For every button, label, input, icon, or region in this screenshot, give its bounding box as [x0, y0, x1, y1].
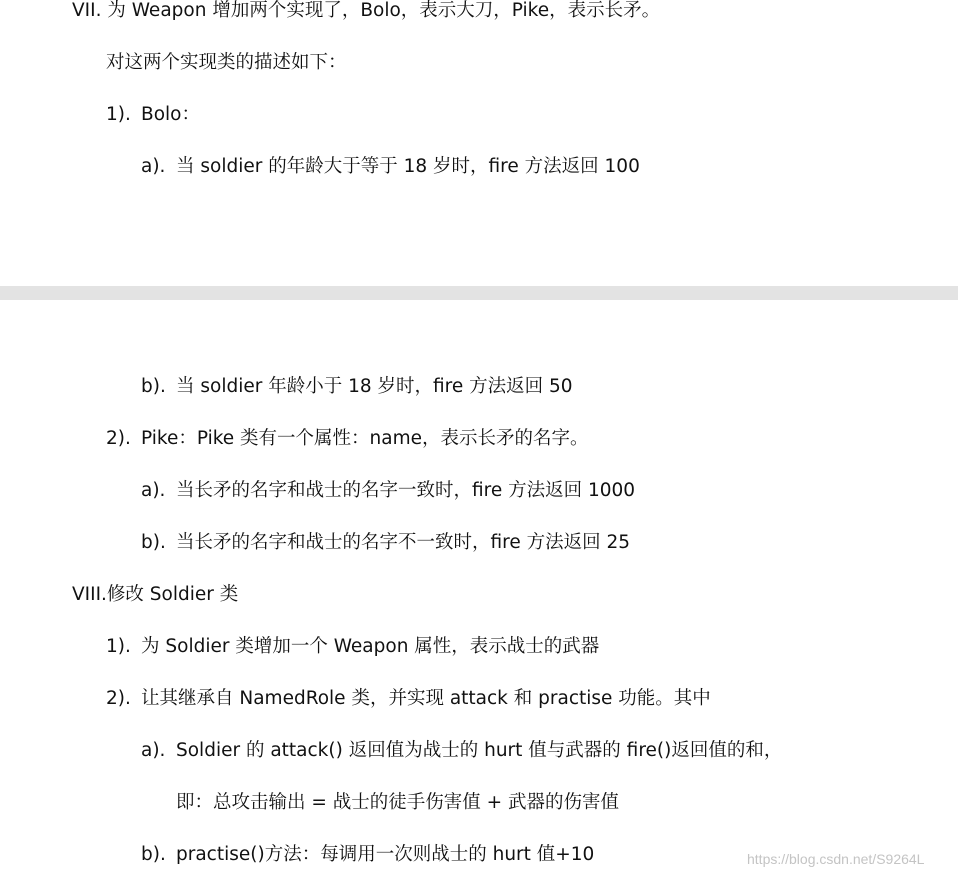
list-item-2	[106, 427, 589, 451]
section-7-title: 为 Weapon 增加两个实现了，Bolo，表示大刀，Pike，表示长矛。	[107, 0, 661, 21]
list-item-1a-marker: a).	[141, 156, 166, 177]
list-item-1-text: Bolo：	[141, 104, 200, 125]
section-8-item-2-text: 让其继承自 NamedRole 类，并实现 attack 和 practise 功能。其中	[141, 688, 711, 709]
section-7-marker: VII.	[72, 0, 102, 21]
section-8-item-2b	[141, 843, 594, 867]
page-break	[0, 286, 958, 300]
section-8-item-2a-marker: a).	[141, 740, 166, 761]
watermark: https://blog.csdn.net/S9264L	[747, 851, 925, 867]
list-item-1b-marker: b).	[141, 376, 166, 397]
list-item-1a	[141, 155, 640, 179]
list-item-2-text: Pike：Pike 类有一个属性：name，表示长矛的名字。	[141, 428, 589, 449]
list-item-1a-text: 当 soldier 的年龄大于等于 18 岁时，fire 方法返回 100	[176, 156, 640, 177]
section-8-item-1-text: 为 Soldier 类增加一个 Weapon 属性，表示战士的武器	[141, 636, 600, 657]
list-item-1b	[141, 375, 573, 399]
list-item-1b-text: 当 soldier 年龄小于 18 岁时，fire 方法返回 50	[176, 376, 573, 397]
list-item-2a	[141, 479, 635, 503]
section-8-item-2-marker: 2).	[106, 688, 131, 709]
section-7-heading	[72, 0, 660, 23]
section-8-marker: VIII.	[72, 584, 107, 605]
section-8-item-2	[106, 687, 711, 711]
section-7-intro: 对这两个实现类的描述如下：	[106, 52, 347, 73]
list-item-2b-marker: b).	[141, 532, 166, 553]
section-8-heading	[72, 583, 238, 607]
section-8-item-2b-marker: b).	[141, 844, 166, 865]
section-8-item-2a-text: Soldier 的 attack() 返回值为战士的 hurt 值与武器的 fire()返回值的和，	[176, 740, 783, 761]
section-8-item-1	[106, 635, 599, 659]
list-item-2b-text: 当长矛的名字和战士的名字不一致时，fire 方法返回 25	[176, 532, 631, 553]
section-8-item-1-marker: 1).	[106, 636, 131, 657]
list-item-2b	[141, 531, 630, 555]
section-8-item-2a	[141, 739, 782, 763]
list-item-1	[106, 103, 200, 127]
section-8-title: 修改 Soldier 类	[106, 584, 239, 605]
list-item-2a-marker: a).	[141, 480, 166, 501]
list-item-2-marker: 2).	[106, 428, 131, 449]
section-8-item-2a-continuation: 即：总攻击输出 = 战士的徒手伤害值 + 武器的伤害值	[176, 792, 620, 813]
list-item-2a-text: 当长矛的名字和战士的名字一致时，fire 方法返回 1000	[176, 480, 636, 501]
list-item-1-marker: 1).	[106, 104, 131, 125]
section-8-item-2b-text: practise()方法：每调用一次则战士的 hurt 值+10	[176, 844, 595, 865]
